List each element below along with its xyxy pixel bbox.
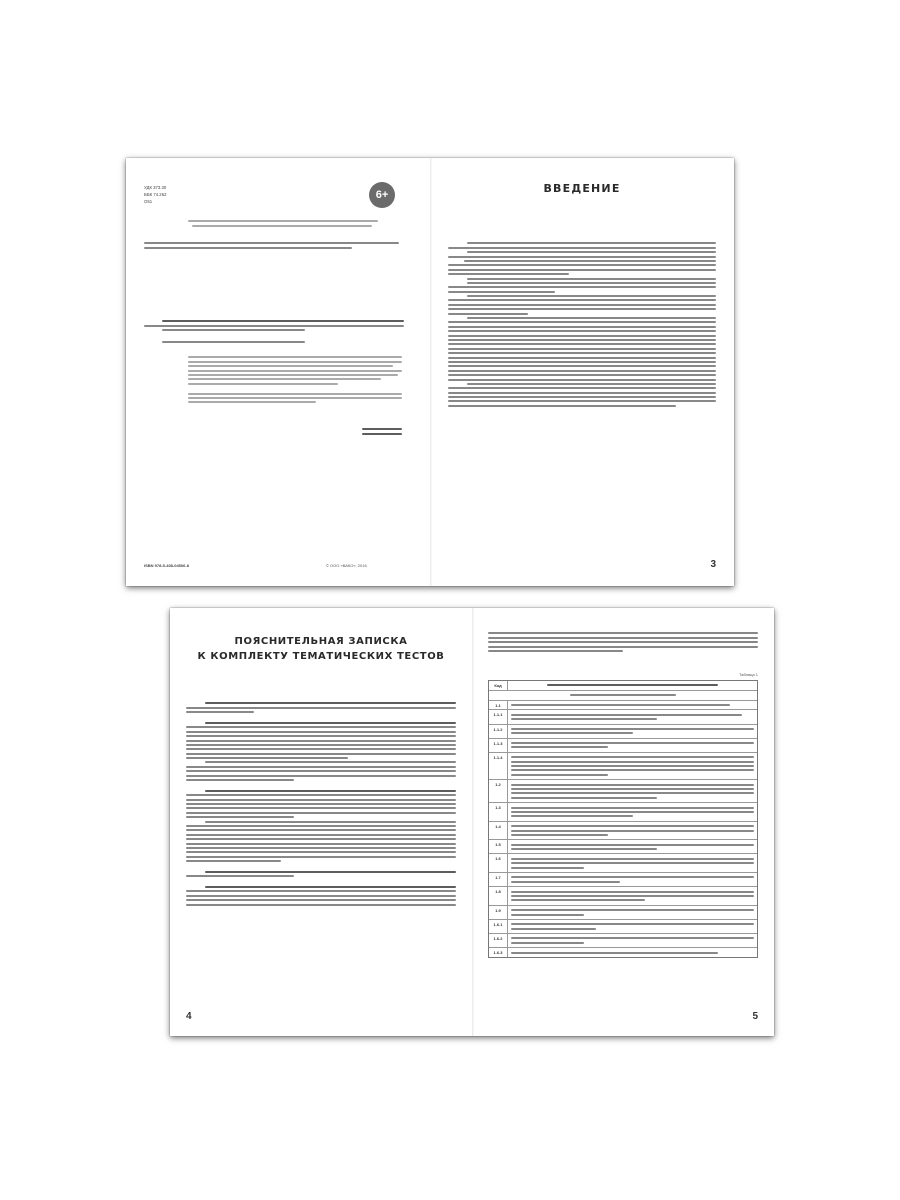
page-number: 5 [752,1011,758,1022]
page-title [170,634,472,664]
header-description [508,681,757,690]
title-line-2: К КОМПЛЕКТУ ТЕМАТИЧЕСКИХ ТЕСТОВ [197,651,445,662]
table-row: 1.4 [489,822,757,841]
table-row: 1.7 [489,873,757,887]
table-section-heading [489,691,757,701]
library-codes [144,184,166,205]
codifier-table [488,680,758,958]
age-rating-badge: 6+ [369,182,395,208]
codifier-intro-text [488,630,758,654]
table-row: 1.1.4 [489,753,757,780]
table-row: 1.3 [489,803,757,822]
copyright-footer: © ООО «ВАКО», 2016 [326,563,367,568]
page-number: 4 [186,1011,192,1022]
annotation-paragraph [188,354,402,406]
author-code: О51 [144,199,153,204]
introduction-text [448,240,716,409]
table-header [489,681,757,691]
explanatory-note-page [170,608,472,1036]
bbk-code: ББК 74.262 [144,192,167,197]
approval-note [182,218,382,229]
table-row: 1.6.2 [489,934,757,948]
table-row: 1.9 [489,906,757,920]
table-caption: Таблица 1 [738,672,758,677]
reviewer-note [144,240,404,251]
classification-codes [362,426,402,437]
explanatory-text [186,700,456,908]
table-row: 1.1.1 [489,710,757,724]
table-row: 1.1.2 [489,725,757,739]
udk-code: УДК 373.30 [144,185,167,190]
table-row: 1.6.1 [489,920,757,934]
title-verso-page [126,158,430,586]
page-number: 3 [710,559,716,570]
codifier-page [472,608,774,1036]
bibliographic-record [144,318,404,345]
table-row: 1.6 [489,854,757,873]
book-spread-top [126,158,734,586]
title-line-1: ПОЯСНИТЕЛЬНАЯ ЗАПИСКА [234,636,408,647]
isbn-footer: ISBN 978-5-408-04506-8 [144,563,189,568]
table-row: 1.1 [489,701,757,711]
header-code: Код [489,681,508,690]
table-row: 1.5 [489,840,757,854]
table-row: 1.6.3 [489,948,757,957]
book-spread-bottom [170,608,774,1036]
table-row: 1.1.3 [489,739,757,753]
table-row: 1.2 [489,780,757,803]
table-row: 1.8 [489,887,757,906]
introduction-page [430,158,734,586]
page-title: ВВЕДЕНИЕ [543,182,621,195]
